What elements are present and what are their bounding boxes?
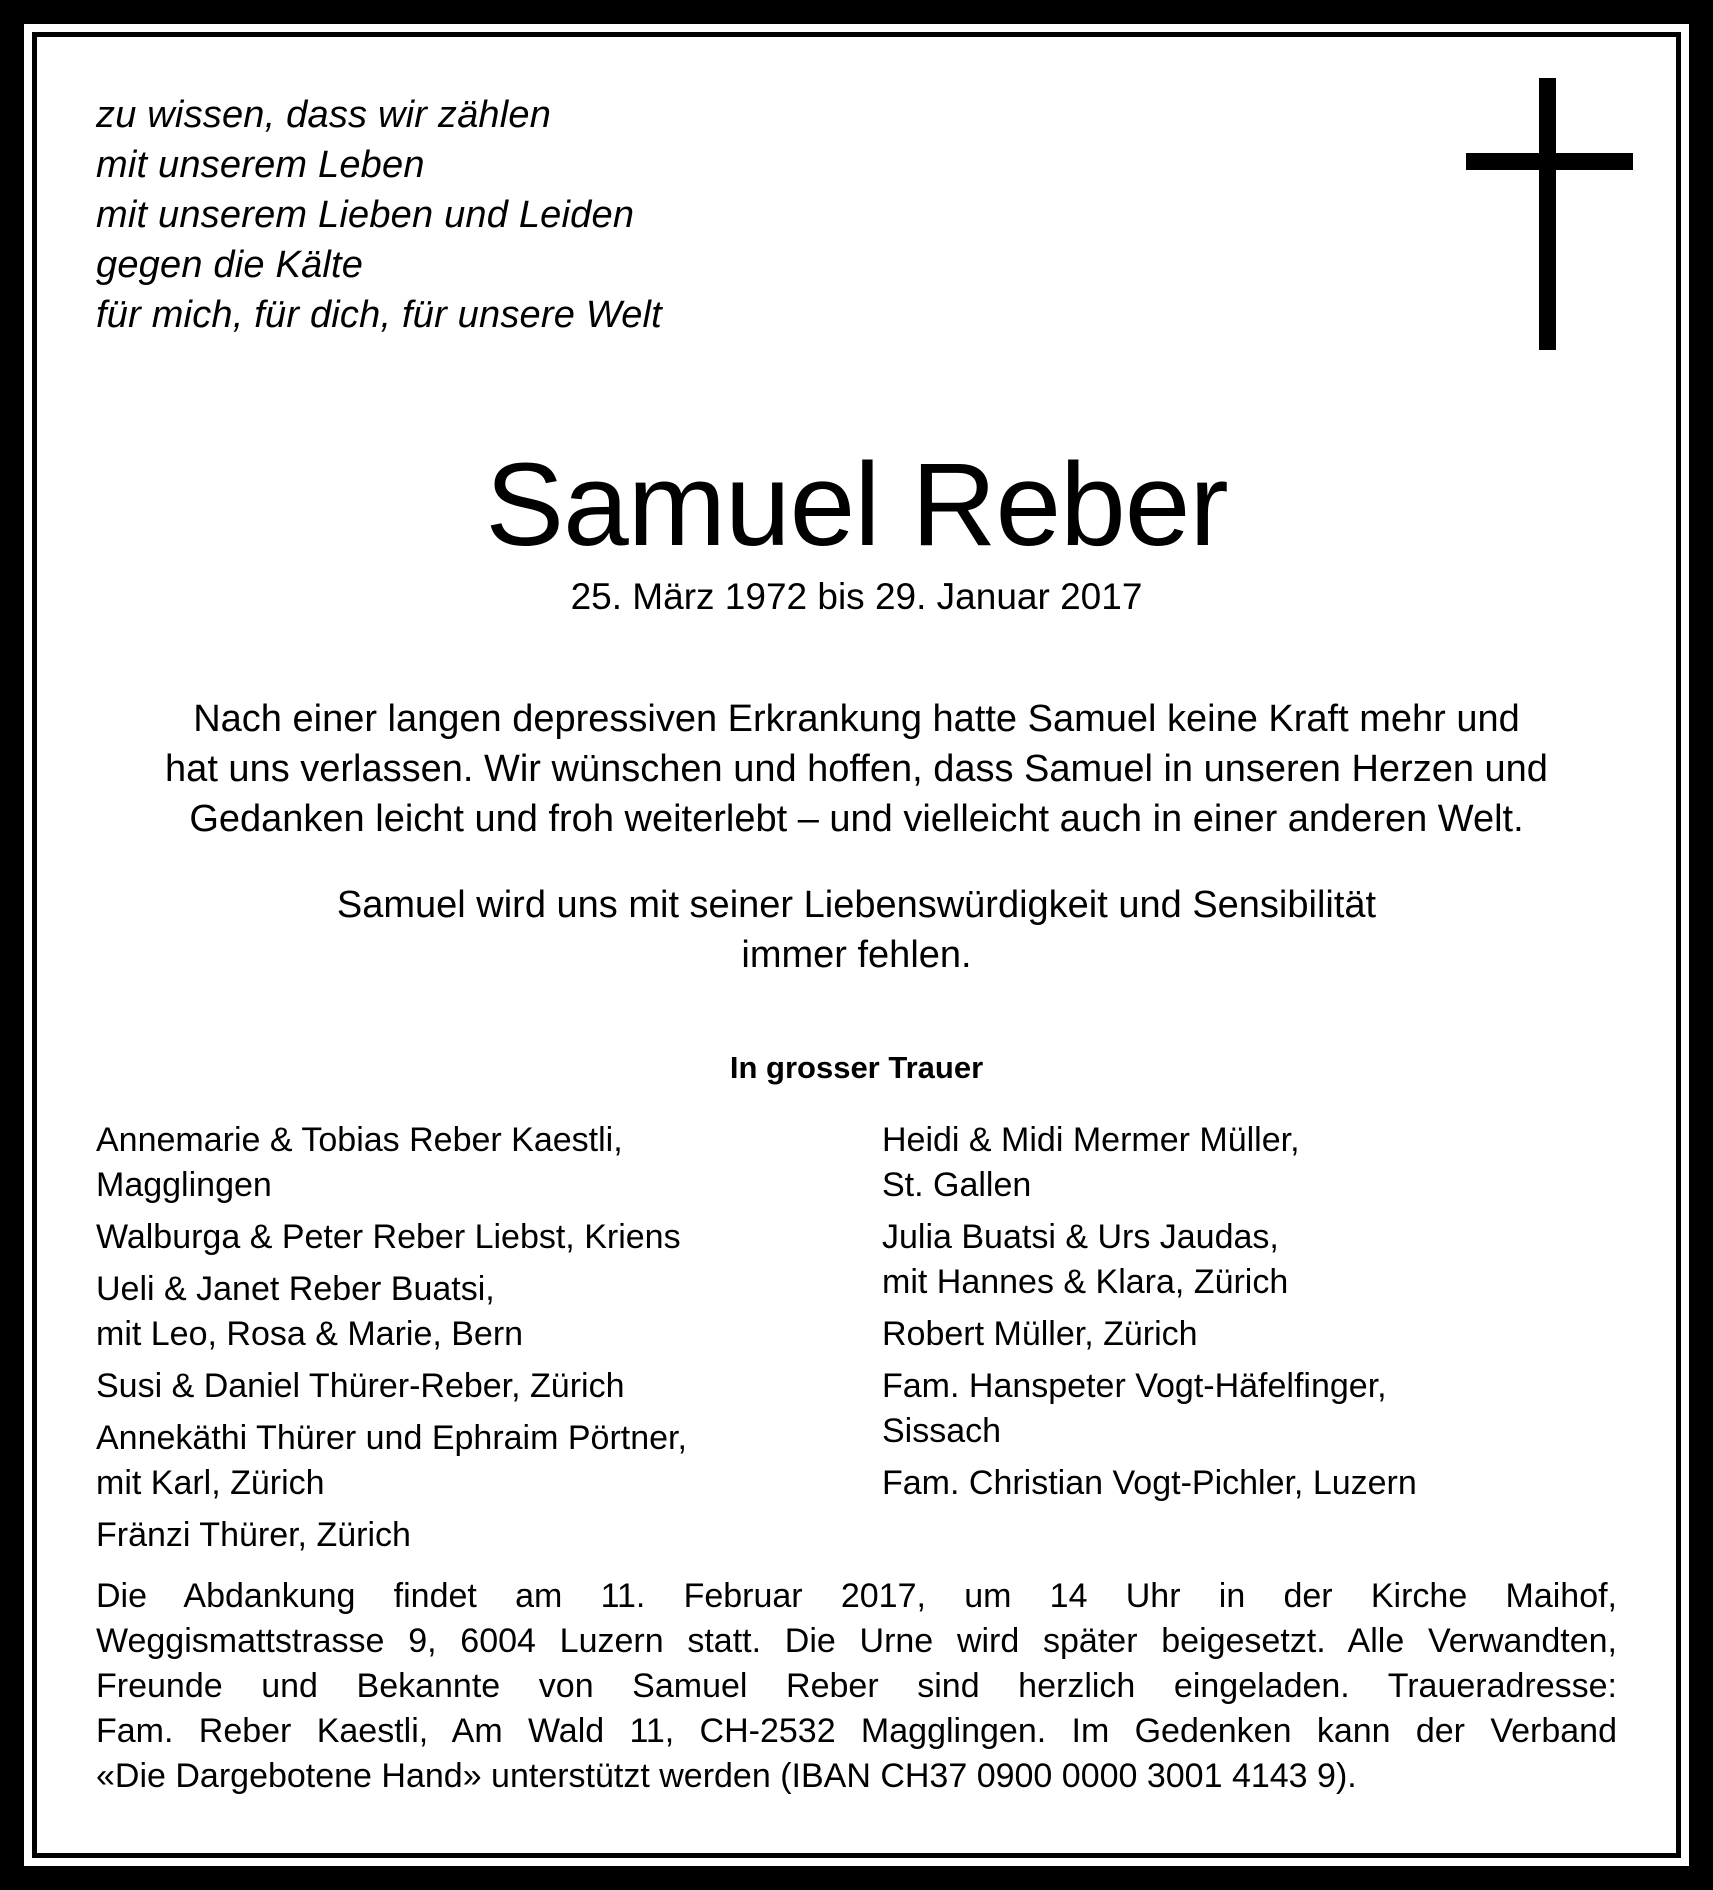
cross-horizontal-bar [1466, 153, 1633, 170]
life-dates: 25. März 1972 bis 29. Januar 2017 [570, 576, 1143, 617]
mourner-line: Annekäthi Thürer und Ephraim Pörtner, [96, 1419, 687, 1457]
poem-line: für mich, für dich, für unsere Welt [96, 294, 662, 336]
poem [96, 90, 662, 340]
mourner-line: Sissach [882, 1412, 1002, 1450]
mourner-line: Fränzi Thürer, Zürich [96, 1516, 411, 1554]
remembrance-paragraph [96, 880, 1617, 980]
deceased-name: Samuel Reber [485, 439, 1228, 571]
mourner-line: mit Karl, Zürich [96, 1464, 325, 1502]
mourner-entry [882, 1118, 1642, 1208]
remembrance-line: Samuel wird uns mit seiner Liebenswürdigkeit und Sensibilität [336, 884, 1377, 926]
mourner-entry [96, 1416, 856, 1506]
mourner-entry [96, 1513, 856, 1558]
poem-line: mit unserem Lieben und Leiden [96, 194, 635, 236]
funeral-notice [96, 1574, 1617, 1799]
mourner-line: Magglingen [96, 1166, 272, 1204]
mourner-entry [882, 1461, 1642, 1506]
mourner-entry [96, 1215, 856, 1260]
notice-line: Freunde und Bekannte von Samuel Reber sind herzlich eingeladen. Traueradresse: [96, 1667, 1617, 1705]
tribute-line: Gedanken leicht und froh weiterlebt – und vielleicht auch in einer anderen Welt. [189, 798, 1524, 840]
mourner-entry [882, 1215, 1642, 1305]
mourner-entry [96, 1118, 856, 1208]
mourner-line: Ueli & Janet Reber Buatsi, [96, 1270, 495, 1308]
tribute-line: Nach einer langen depressiven Erkrankung hatte Samuel keine Kraft mehr und [193, 698, 1520, 740]
poem-line: zu wissen, dass wir zählen [96, 94, 552, 136]
mourner-line: Walburga & Peter Reber Liebst, Kriens [96, 1218, 681, 1256]
notice-line: Fam. Reber Kaestli, Am Wald 11, CH-2532 Magglingen. Im Gedenken kann der Verband [96, 1712, 1617, 1750]
cross-vertical-bar [1539, 78, 1556, 350]
notice-line: Die Abdankung findet am 11. Februar 2017, um 14 Uhr in der Kirche Maihof, [96, 1577, 1617, 1615]
notice-line: Weggismattstrasse 9, 6004 Luzern statt. Die Urne wird später beigesetzt. Alle Verwandten, [96, 1622, 1617, 1660]
mourner-entry [882, 1312, 1642, 1357]
mourner-line: St. Gallen [882, 1166, 1032, 1204]
poem-line: mit unserem Leben [96, 144, 425, 186]
mourners-right-column [882, 1118, 1642, 1513]
mourner-entry [96, 1267, 856, 1357]
mourner-line: mit Leo, Rosa & Marie, Bern [96, 1315, 524, 1353]
tribute-line: hat uns verlassen. Wir wünschen und hoffen, dass Samuel in unseren Herzen und [165, 748, 1548, 790]
remembrance-line: immer fehlen. [741, 934, 972, 976]
mourner-line: Robert Müller, Zürich [882, 1315, 1198, 1353]
mourner-line: Susi & Daniel Thürer-Reber, Zürich [96, 1367, 625, 1405]
mourning-title: In grosser Trauer [729, 1050, 984, 1085]
mourner-line: Heidi & Midi Mermer Müller, [882, 1121, 1300, 1159]
mourner-line: mit Hannes & Klara, Zürich [882, 1263, 1289, 1301]
tribute-paragraph [96, 694, 1617, 844]
mourner-entry [96, 1364, 856, 1409]
notice-line: «Die Dargebotene Hand» unterstützt werden (IBAN CH37 0900 0000 3001 4143 9). [96, 1757, 1357, 1795]
mourners-left-column [96, 1118, 856, 1565]
mourner-line: Fam. Christian Vogt-Pichler, Luzern [882, 1464, 1417, 1502]
mourner-line: Julia Buatsi & Urs Jaudas, [882, 1218, 1279, 1256]
poem-line: gegen die Kälte [96, 244, 364, 286]
mourner-line: Annemarie & Tobias Reber Kaestli, [96, 1121, 623, 1159]
mourner-entry [882, 1364, 1642, 1454]
mourner-line: Fam. Hanspeter Vogt-Häfelfinger, [882, 1367, 1387, 1405]
